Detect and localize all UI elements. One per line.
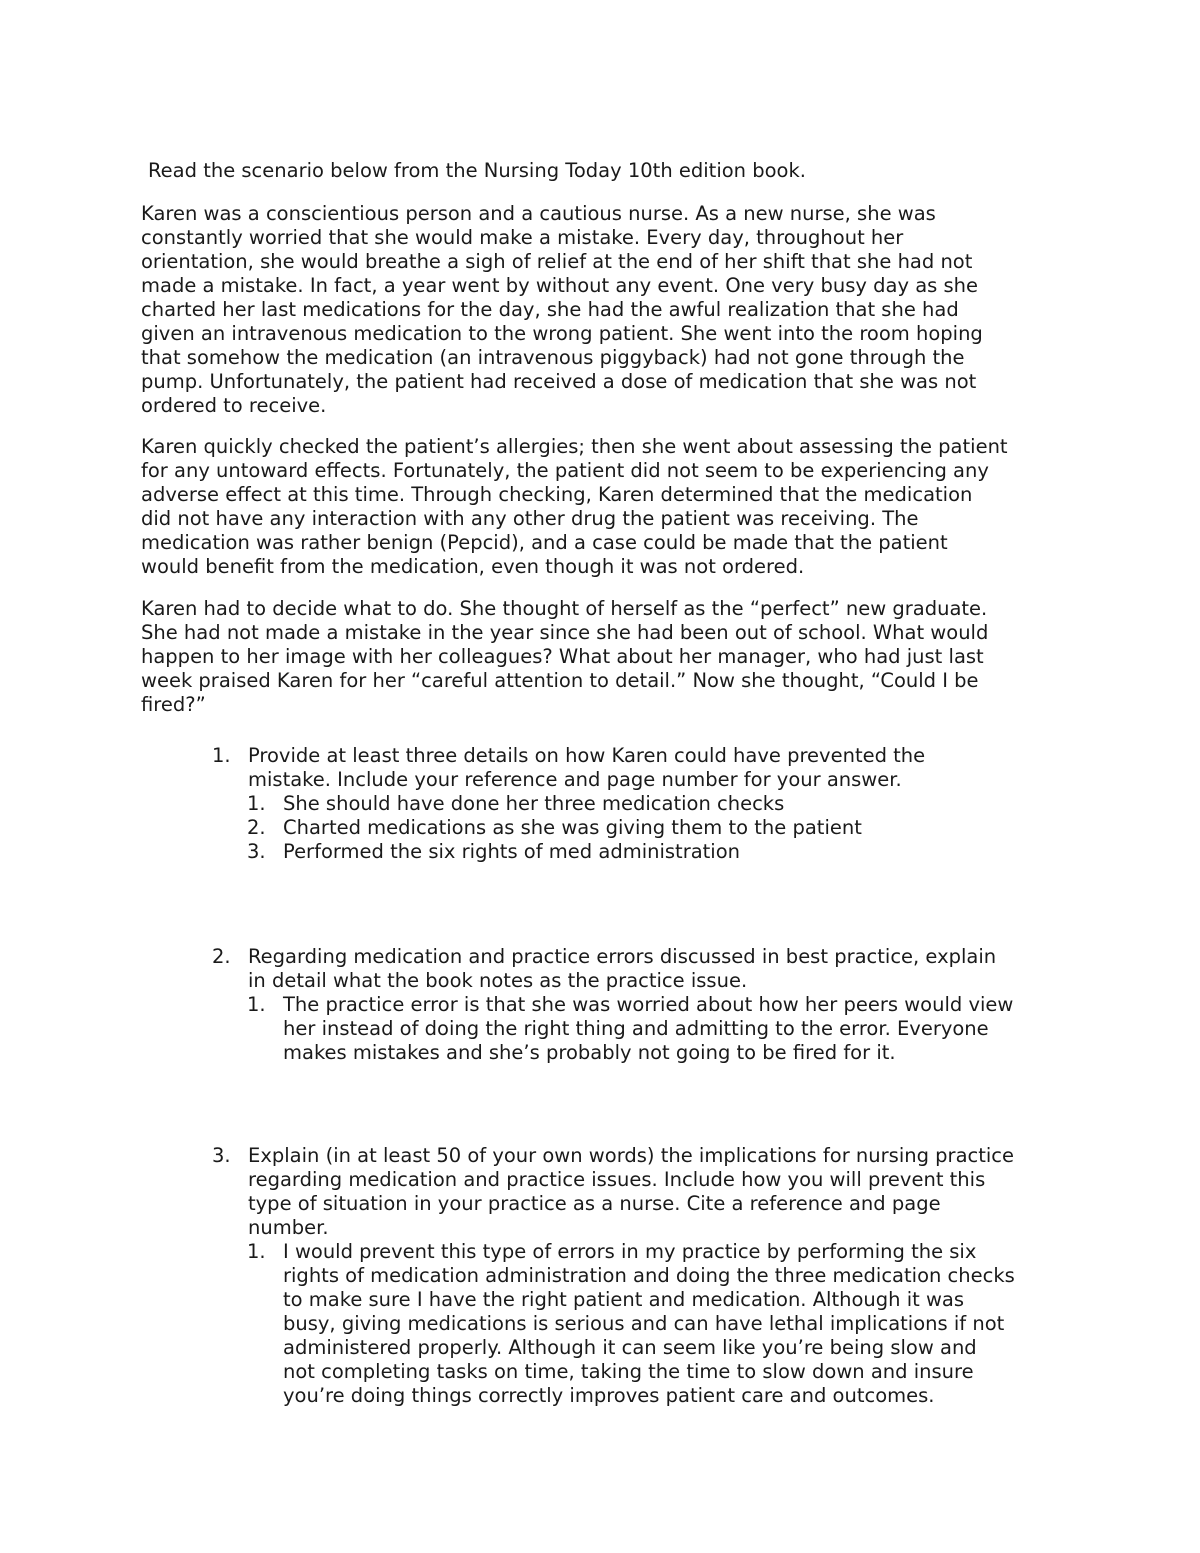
text-line: would benefit from the medication, even though it was not ordered.: [141, 555, 805, 578]
answer-1-3: [247, 840, 741, 864]
intro-line: Read the scenario below from the Nursing Today 10th edition book.: [148, 159, 806, 182]
answer-1-1: [247, 792, 785, 816]
answer-text-line: Charted medications as she was giving them to the patient: [283, 816, 862, 839]
question-number: 3.: [212, 1144, 231, 1167]
text-line: made a mistake. In fact, a year went by without any event. One very busy day as she: [141, 274, 979, 297]
question-1: [212, 744, 926, 792]
question-number: 1.: [212, 744, 231, 767]
text-line: did not have any interaction with any other drug the patient was receiving. The: [141, 507, 919, 530]
text-line: pump. Unfortunately, the patient had received a dose of medication that she was not: [141, 370, 977, 393]
text-line: charted her last medications for the day, she had the awful realization that she had: [141, 298, 959, 321]
answer-3-1: [247, 1240, 1015, 1408]
text-line: given an intravenous medication to the wrong patient. She went into the room hoping: [141, 322, 983, 345]
answer-text-line: busy, giving medications is serious and can have lethal implications if not: [283, 1312, 1005, 1335]
answer-number: 1.: [247, 792, 266, 815]
text-line: medication was rather benign (Pepcid), and a case could be made that the patient: [141, 531, 948, 554]
answer-text-line: She should have done her three medication checks: [283, 792, 785, 815]
text-line: fired?”: [141, 693, 206, 716]
text-line: Karen was a conscientious person and a cautious nurse. As a new nurse, she was: [141, 202, 936, 225]
text-line: constantly worried that she would make a mistake. Every day, throughout her: [141, 226, 904, 249]
question-text-line: type of situation in your practice as a nurse. Cite a reference and page: [248, 1192, 941, 1215]
answer-text-line: Performed the six rights of med administration: [283, 840, 741, 863]
text-line: for any untoward effects. Fortunately, the patient did not seem to be experiencing any: [141, 459, 989, 482]
answer-text-line: her instead of doing the right thing and admitting to the error. Everyone: [283, 1017, 989, 1040]
answer-text-line: I would prevent this type of errors in my practice by performing the six: [283, 1240, 977, 1263]
answer-number: 2.: [247, 816, 266, 839]
text-line: week praised Karen for her “careful attention to detail.” Now she thought, “Could I be: [141, 669, 979, 692]
text-line: that somehow the medication (an intravenous piggyback) had not gone through the: [141, 346, 965, 369]
answer-number: 1.: [247, 993, 266, 1016]
question-text-line: in detail what the book notes as the practice issue.: [248, 969, 748, 992]
question-text-line: Provide at least three details on how Karen could have prevented the: [248, 744, 926, 767]
answer-number: 1.: [247, 1240, 266, 1263]
scenario-paragraph-2: [141, 435, 1076, 579]
text-line: happen to her image with her colleagues? What about her manager, who had just last: [141, 645, 984, 668]
answer-number: 3.: [247, 840, 266, 863]
answer-2-1: [247, 993, 1014, 1065]
answer-text-line: makes mistakes and she’s probably not going to be fired for it.: [283, 1041, 896, 1064]
text-line: Karen quickly checked the patient’s allergies; then she went about assessing the patient: [141, 435, 1008, 458]
text-line: adverse effect at this time. Through checking, Karen determined that the medication: [141, 483, 973, 506]
answer-1-2: [247, 816, 862, 840]
question-text-line: regarding medication and practice issues. Include how you will prevent this: [248, 1168, 986, 1191]
text-line: ordered to receive.: [141, 394, 327, 417]
text-line: Karen had to decide what to do. She thought of herself as the “perfect” new graduate.: [141, 597, 988, 620]
question-text-line: Explain (in at least 50 of your own words) the implications for nursing practice: [248, 1144, 1015, 1167]
text-line: orientation, she would breathe a sigh of relief at the end of her shift that she had not: [141, 250, 973, 273]
scenario-paragraph-1: [141, 202, 1076, 418]
answer-text-line: rights of medication administration and doing the three medication checks: [283, 1264, 1015, 1287]
question-text-line: number.: [248, 1216, 329, 1239]
answer-text-line: The practice error is that she was worried about how her peers would view: [283, 993, 1014, 1016]
scenario-paragraph-3: [141, 597, 1076, 717]
question-number: 2.: [212, 945, 231, 968]
text-line: She had not made a mistake in the year since she had been out of school. What would: [141, 621, 989, 644]
question-text-line: Regarding medication and practice errors discussed in best practice, explain: [248, 945, 997, 968]
answer-text-line: not completing tasks on time, taking the time to slow down and insure: [283, 1360, 974, 1383]
answer-text-line: you’re doing things correctly improves patient care and outcomes.: [283, 1384, 935, 1407]
answer-text-line: to make sure I have the right patient and medication. Although it was: [283, 1288, 965, 1311]
question-text-line: mistake. Include your reference and page number for your answer.: [248, 768, 902, 791]
answer-text-line: administered properly. Although it can seem like you’re being slow and: [283, 1336, 977, 1359]
question-2: [212, 945, 997, 993]
question-3: [212, 1144, 1015, 1240]
